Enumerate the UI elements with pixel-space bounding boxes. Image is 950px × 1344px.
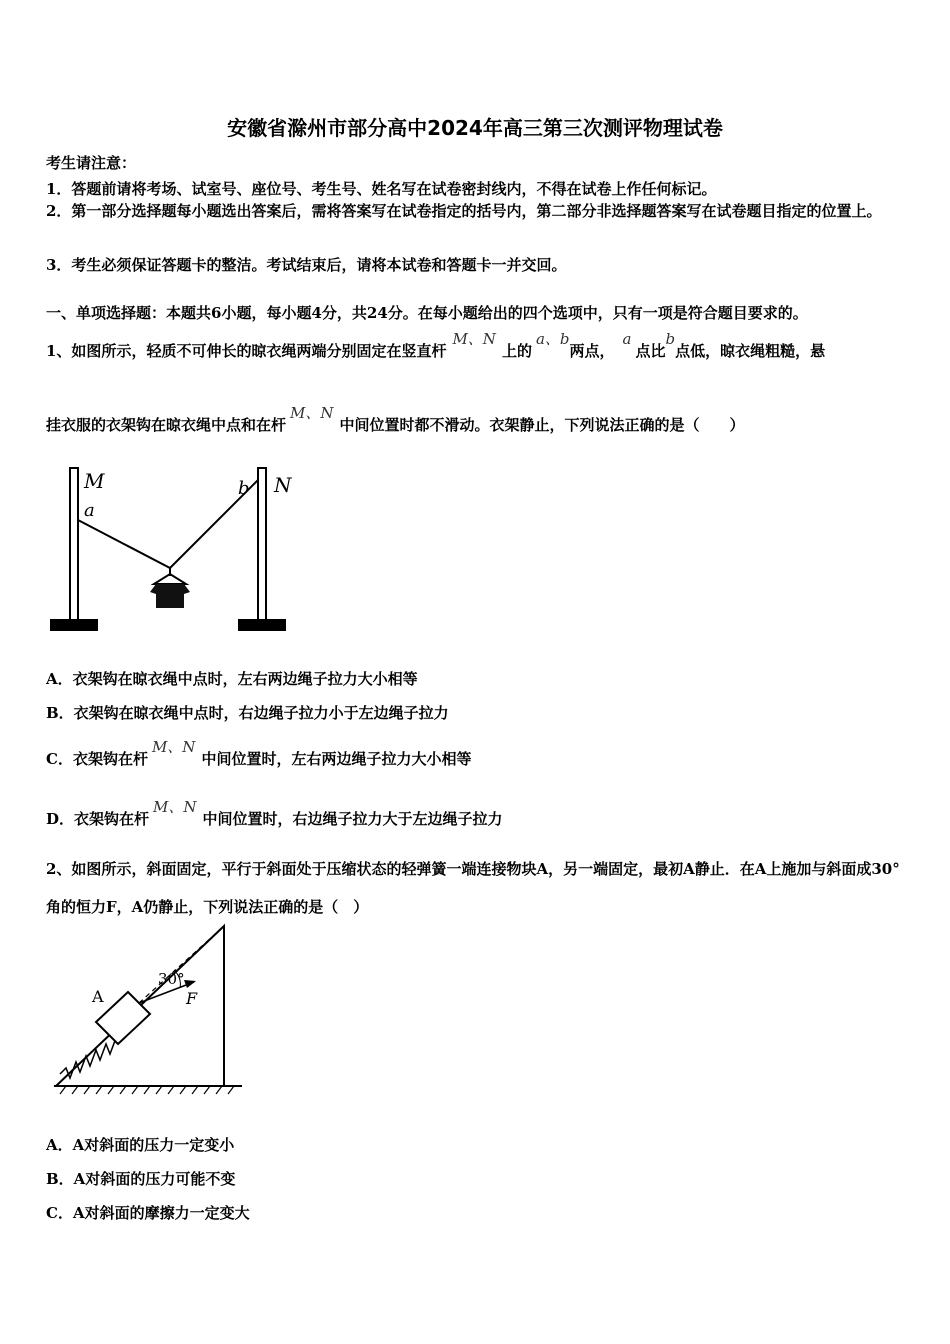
q1-option-c-text: C．衣架钩在杆 [46, 750, 148, 768]
label-block-a: A [92, 987, 104, 1006]
q1-text: 上的 [501, 342, 532, 360]
q1-stem-line1 [46, 330, 826, 361]
ground-left [50, 620, 98, 631]
q1-math-ab: a、b [535, 330, 570, 348]
notice-item-2: 2．第一部分选择题每小题选出答案后，需将答案写在试卷指定的括号内，第二部分非选择题答案写在试卷题目指定的位置上。 [46, 202, 882, 220]
q1-math-a: a [622, 330, 632, 348]
section-heading: 一、单项选择题：本题共6小题，每小题4分，共24分。在每小题给出的四个选项中，只有一项是符合题目要求的。 [46, 304, 808, 322]
label-n: N [274, 473, 292, 497]
notice-item-1: 1．答题前请将考场、试室号、座位号、考生号、姓名写在试卷密封线内，不得在试卷上作任何标记。 [46, 180, 717, 198]
pole-m [70, 468, 78, 620]
label-m: M [84, 469, 105, 493]
q1-text: 点比 [635, 342, 666, 360]
notice-heading: 考生请注意： [46, 154, 137, 172]
label-a: a [84, 500, 95, 521]
q1-option-d-text: D．衣架钩在杆 [46, 810, 150, 828]
q1-clothesline-figure [44, 460, 314, 650]
label-force: F [186, 989, 198, 1008]
shirt-icon [150, 584, 190, 608]
q1-option-d-text: 中间位置时，右边绳子拉力大于左边绳子拉力 [202, 810, 503, 828]
q1-option-d [46, 798, 503, 829]
q2-stem: 2、如图所示，斜面固定，平行于斜面处于压缩状态的轻弹簧一端连接物块A，另一端固定，最初A静止．在A上施加与斜面成30°角的恒力F，A仍静止，下列说法正确的是（ ） [46, 860, 900, 916]
label-angle: 30° [158, 970, 185, 988]
q2-incline-figure [46, 922, 256, 1114]
page-title: 安徽省滁州市部分高中2024年高三第三次测评物理试卷 [227, 116, 723, 140]
q1-text: 1、如图所示，轻质不可伸长的晾衣绳两端分别固定在竖直杆 [46, 342, 447, 360]
ground-hatch [60, 1086, 234, 1094]
q1-math-mn: M、N [452, 330, 496, 348]
q1-option-c [46, 738, 472, 769]
q1-text: 中间位置时都不滑动。衣架静止，下列说法正确的是（ ） [339, 416, 745, 434]
force-arrowhead [184, 980, 196, 988]
spring [60, 1038, 116, 1078]
q1-text: 挂衣服的衣架钩在晾衣绳中点和在杆 [46, 416, 287, 434]
q1-option-a: A．衣架钩在晾衣绳中点时，左右两边绳子拉力大小相等 [46, 670, 418, 688]
q1-option-c-math: M、N [151, 738, 196, 756]
q2-option-b: B．A对斜面的压力可能不变 [46, 1170, 236, 1188]
q1-stem-line2 [46, 404, 745, 435]
ground-right [238, 620, 286, 631]
q1-option-d-math: M、N [153, 798, 197, 816]
q1-text: 两点， [569, 342, 615, 360]
clothesline-rope [78, 480, 258, 568]
label-b: b [238, 478, 250, 499]
q2-option-c: C．A对斜面的摩擦力一定变大 [46, 1204, 250, 1222]
notice-item-3: 3．考生必须保证答题卡的整洁。考试结束后，请将本试卷和答题卡一并交回。 [46, 256, 567, 274]
q1-math-mn: M、N [290, 404, 334, 422]
q2-option-a: A．A对斜面的压力一定变小 [46, 1136, 235, 1154]
q1-option-c-text: 中间位置时，左右两边绳子拉力大小相等 [201, 750, 472, 768]
q1-text: 点低，晾衣绳粗糙，悬 [675, 342, 826, 360]
q1-math-b: b [665, 330, 676, 348]
pole-n [258, 468, 266, 620]
q1-option-b: B．衣架钩在晾衣绳中点时，右边绳子拉力小于左边绳子拉力 [46, 704, 449, 722]
